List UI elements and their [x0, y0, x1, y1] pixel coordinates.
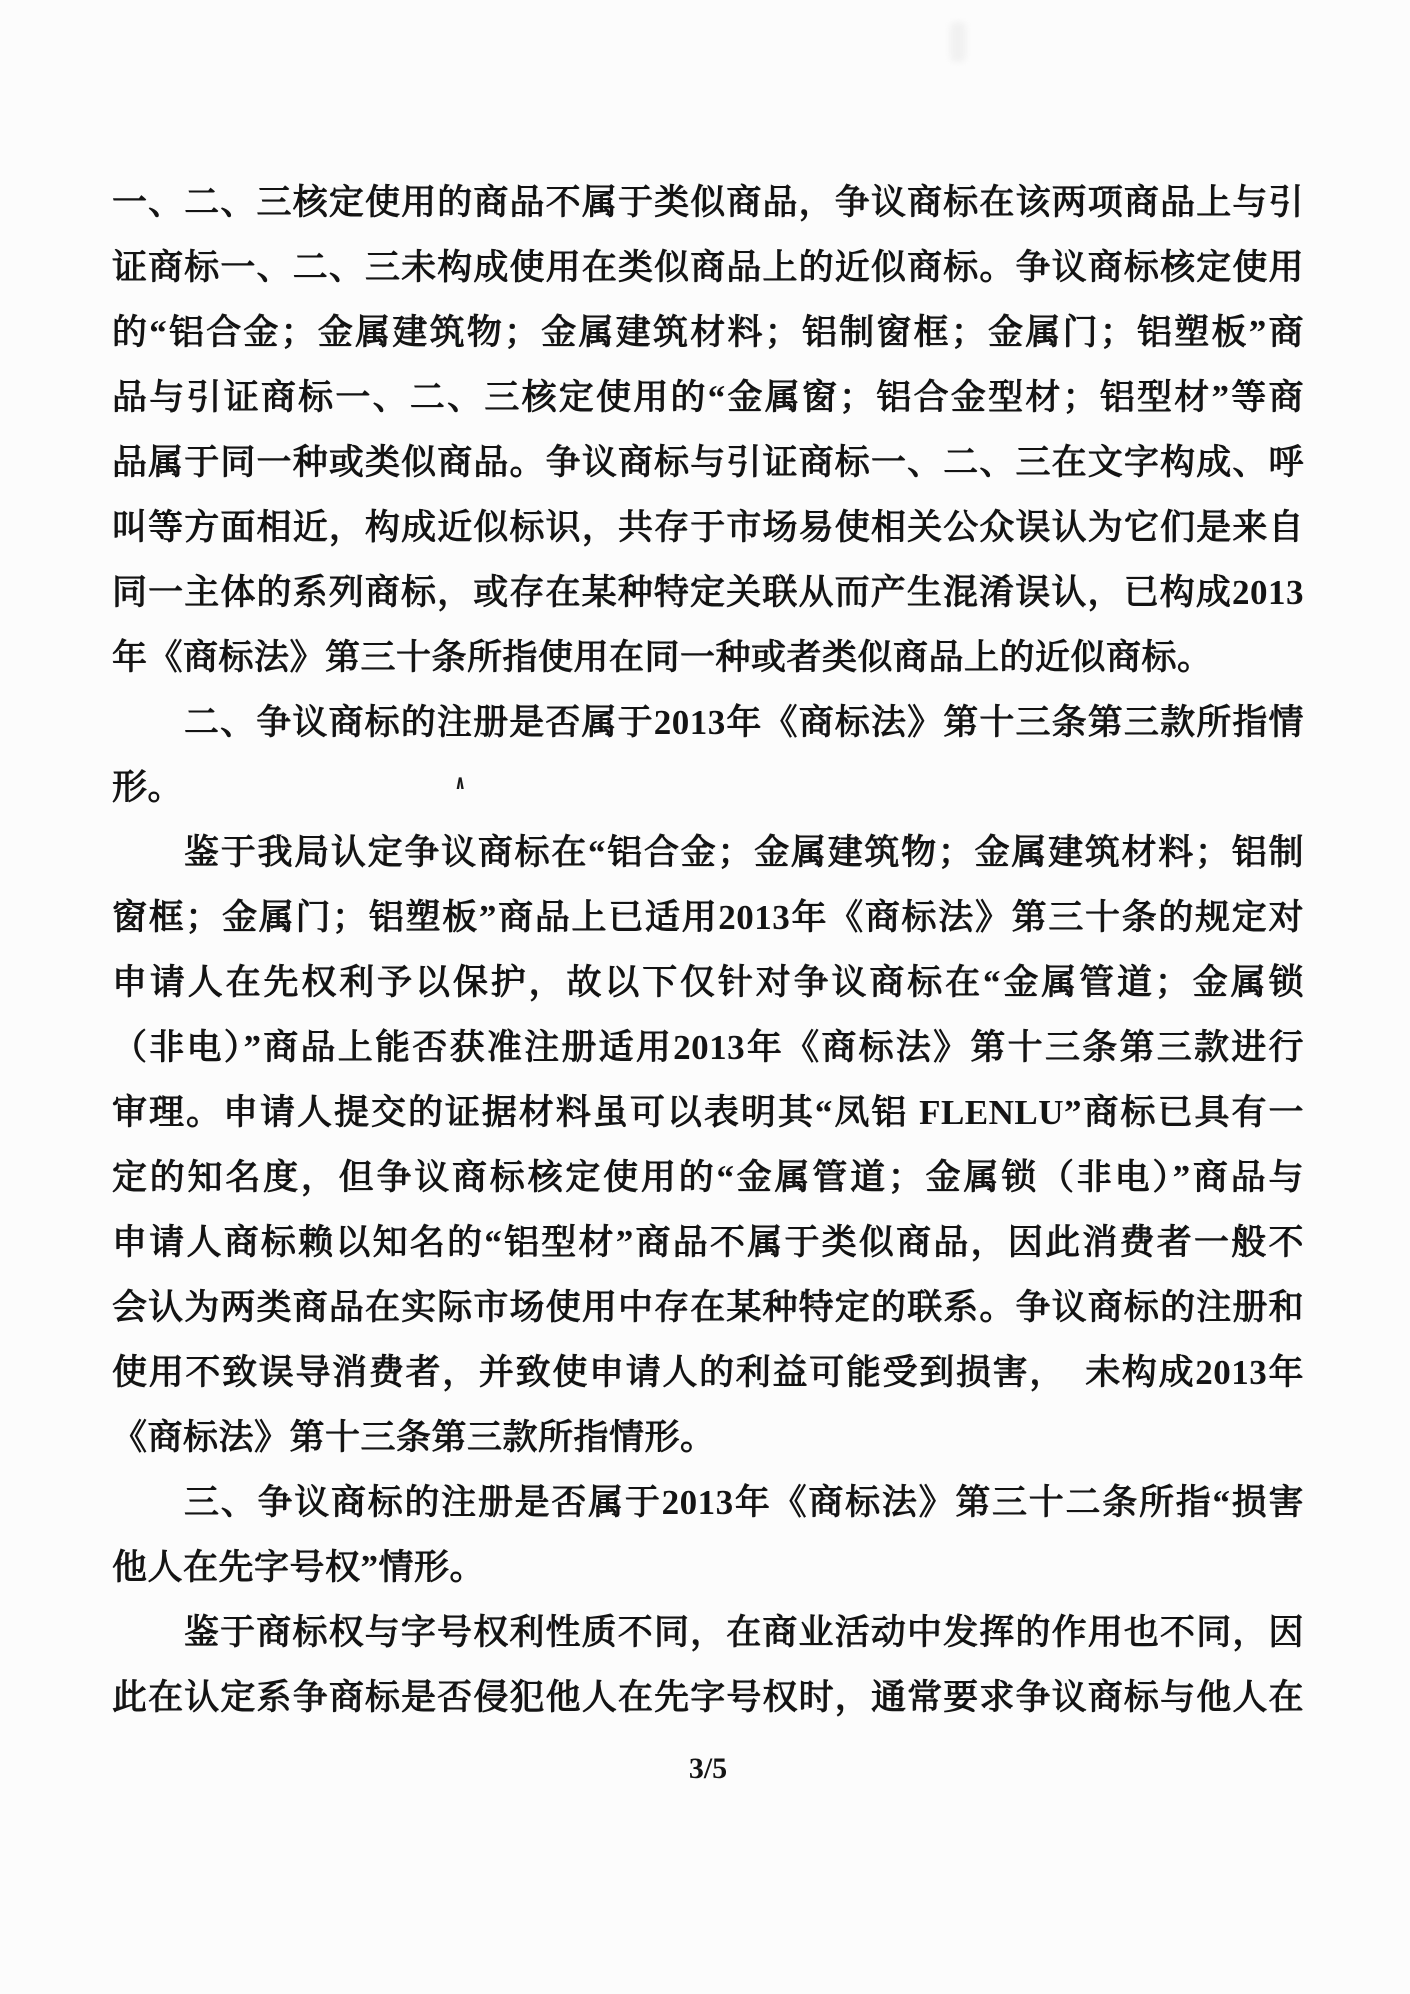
document-line: 鉴于我局认定争议商标在“铝合金；金属建筑物；金属建筑材料；铝制 [184, 833, 1304, 872]
document-line: 形。 [112, 768, 184, 807]
document-line: 的“铝合金；金属建筑物；金属建筑材料；铝制窗框；金属门；铝塑板”商 [112, 313, 1304, 352]
document-line: 品与引证商标一、二、三核定使用的“金属窗；铝合金型材；铝型材”等商 [112, 378, 1304, 417]
document-line: （非电）”商品上能否获准注册适用2013年《商标法》第十三条第三款进行 [112, 1028, 1304, 1067]
document-line: 定的知名度，但争议商标核定使用的“金属管道；金属锁（非电）”商品与 [112, 1158, 1304, 1197]
scan-smudge-artifact [950, 22, 966, 62]
document-line: 审理。申请人提交的证据材料虽可以表明其“凤铝 FLENLU”商标已具有一 [112, 1093, 1304, 1132]
page-number: 3/5 [688, 1752, 728, 1785]
document-line: 品属于同一种或类似商品。争议商标与引证商标一、二、三在文字构成、呼 [112, 443, 1304, 482]
stray-ink-mark: ∧ [454, 772, 466, 794]
document-line: 使用不致误导消费者，并致使申请人的利益可能受到损害， 未构成2013年 [112, 1353, 1304, 1392]
document-line: 二、争议商标的注册是否属于2013年《商标法》第十三条第三款所指情 [184, 703, 1304, 742]
document-line: 会认为两类商品在实际市场使用中存在某种特定的联系。争议商标的注册和 [112, 1288, 1304, 1327]
document-line: 《商标法》第十三条第三款所指情形。 [112, 1418, 716, 1457]
document-line: 窗框；金属门；铝塑板”商品上已适用2013年《商标法》第三十条的规定对 [112, 898, 1304, 937]
document-line: 申请人商标赖以知名的“铝型材”商品不属于类似商品，因此消费者一般不 [112, 1223, 1304, 1262]
document-line: 年《商标法》第三十条所指使用在同一种或者类似商品上的近似商标。 [112, 638, 1213, 677]
document-text-block [112, 170, 1304, 1730]
document-line: 鉴于商标权与字号权利性质不同，在商业活动中发挥的作用也不同，因 [184, 1613, 1304, 1652]
document-line: 叫等方面相近，构成近似标识，共存于市场易使相关公众误认为它们是来自 [112, 508, 1304, 547]
document-line: 同一主体的系列商标，或存在某种特定关联从而产生混淆误认，已构成2013 [112, 573, 1304, 612]
document-line: 他人在先字号权”情形。 [112, 1548, 486, 1587]
document-line: 证商标一、二、三未构成使用在类似商品上的近似商标。争议商标核定使用 [112, 248, 1304, 287]
document-line: 申请人在先权利予以保护，故以下仅针对争议商标在“金属管道；金属锁 [112, 963, 1304, 1002]
document-line: 三、争议商标的注册是否属于2013年《商标法》第三十二条所指“损害 [184, 1483, 1304, 1522]
document-line: 此在认定系争商标是否侵犯他人在先字号权时，通常要求争议商标与他人在 [112, 1678, 1304, 1717]
document-line: 一、二、三核定使用的商品不属于类似商品，争议商标在该两项商品上与引 [112, 183, 1304, 222]
